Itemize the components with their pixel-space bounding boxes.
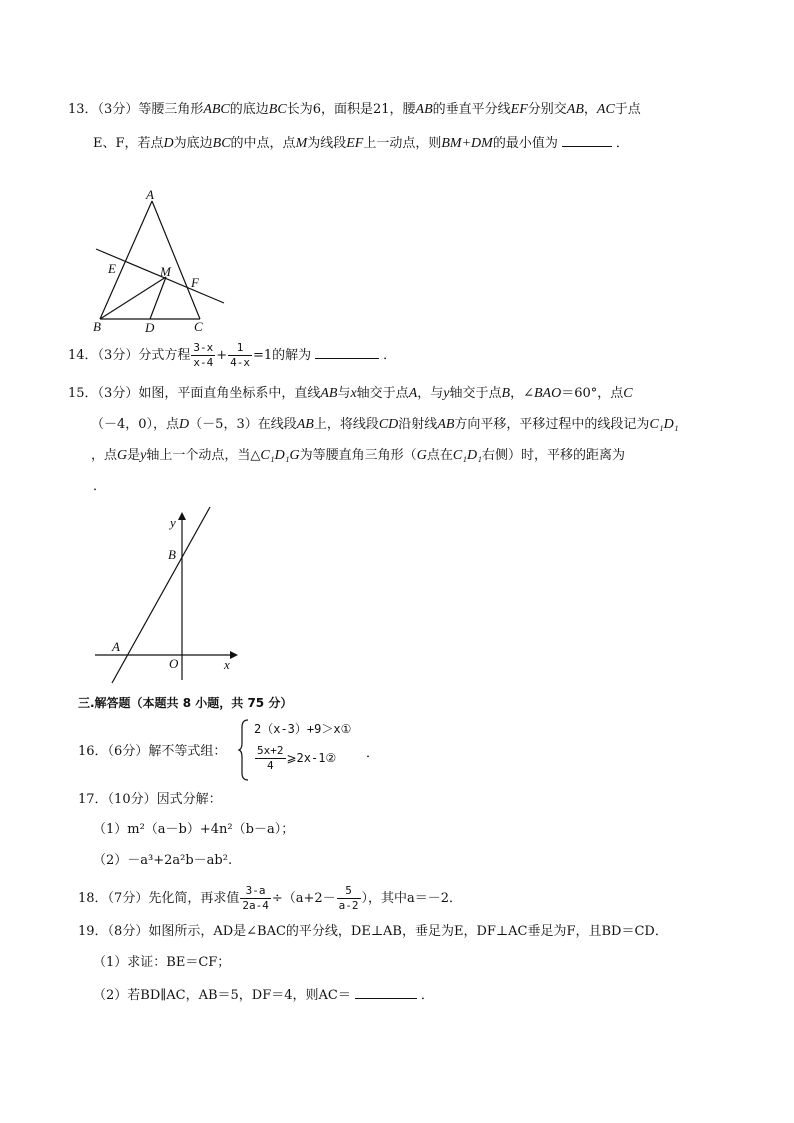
- label-F: F: [191, 275, 199, 290]
- q16-prefix: 16．（6分）解不等式组：: [78, 744, 227, 759]
- label-E: E: [108, 261, 116, 276]
- label-O: O: [169, 656, 179, 671]
- label-M: M: [160, 264, 171, 279]
- label-C: C: [194, 319, 203, 334]
- q15-coordinate-figure: [90, 505, 240, 685]
- section-heading: 三.解答题（本题共 8 小题，共 75 分）: [78, 696, 293, 710]
- fraction: $\frac{3-x}{x-4}$: [193, 341, 214, 369]
- answer-blank[interactable]: [315, 344, 379, 359]
- q16-row1: 2（x-3）+9＞x①: [254, 722, 352, 736]
- q15-line3: ，点G是y轴上一个动点，当△C₁D₁G为等腰直角三角形（G点在C₁D₁右侧）时，平移的距离为: [91, 448, 626, 463]
- label-D: D: [145, 320, 155, 335]
- q18-line: 18．（7分）先化简，再求值 $\frac{3-a}{2a-4}$ ÷（a+2－ $\frac{5}{a-2}$ ），其中a＝－2．: [78, 884, 463, 912]
- label-A: A: [112, 639, 120, 654]
- q17-part2: （2）－a³+2a²b－ab².: [93, 853, 233, 868]
- q19-line1: 19．（8分）如图所示，AD是∠BAC的平分线，DE⊥AB，垂足为E，DF⊥AC垂足为F，且BD＝CD．: [78, 924, 668, 939]
- fraction: $\frac{1}{4-x}$: [230, 341, 250, 369]
- label-B: B: [93, 319, 101, 334]
- answer-blank[interactable]: [355, 984, 417, 999]
- fraction: $\frac{5}{a-2}$: [338, 884, 359, 912]
- q15-line1: 15．（3分）如图，平面直角坐标系中，直线AB与x轴交于点A，与y轴交于点B，∠BAO＝60°，点C: [68, 386, 633, 401]
- q17-part1: （1）m²（a－b）+4n²（b－a）；: [93, 822, 295, 837]
- q13-line2: E、F，若点D为底边BC的中点，点M为线段EF上一动点，则BM+DM的最小值为 ．: [93, 132, 629, 154]
- q13-triangle-figure: [88, 185, 233, 335]
- q16-end: ．: [366, 746, 380, 761]
- q16-row2: $\frac{5x+2}{4}$ ⩾2x-1②: [257, 744, 337, 772]
- q19-part1: （1）求证：BE＝CF；: [93, 955, 231, 970]
- label-x: x: [224, 657, 230, 672]
- q17-prefix: 17．（10分）因式分解：: [78, 792, 222, 807]
- left-brace-icon: [238, 719, 250, 781]
- answer-blank[interactable]: [562, 132, 612, 147]
- label-B: B: [168, 547, 176, 562]
- fraction: $\frac{5x+2}{4}$: [257, 744, 284, 772]
- q13-line1: 13．（3分）等腰三角形ABC的底边BC长为6，面积是21，腰AB的垂直平分线EF分别交AB，AC于点: [68, 102, 641, 117]
- label-A: A: [146, 187, 154, 202]
- fraction: $\frac{3-a}{2a-4}$: [242, 884, 269, 912]
- q15-line4: ．: [93, 479, 107, 494]
- q14-line: 14．（3分）分式方程 $\frac{3-x}{x-4}$ + $\frac{1}{4-x}$ =1的解为 ．: [68, 341, 397, 369]
- q19-part2: （2）若BD∥AC，AB＝5，DF＝4，则AC＝ ．: [93, 984, 434, 1006]
- q15-line2: （－4，0），点D（－5，3）在线段AB上，将线段CD沿射线AB方向平移，平移过程中的线段记为C₁D₁: [91, 417, 679, 432]
- label-y: y: [170, 515, 176, 530]
